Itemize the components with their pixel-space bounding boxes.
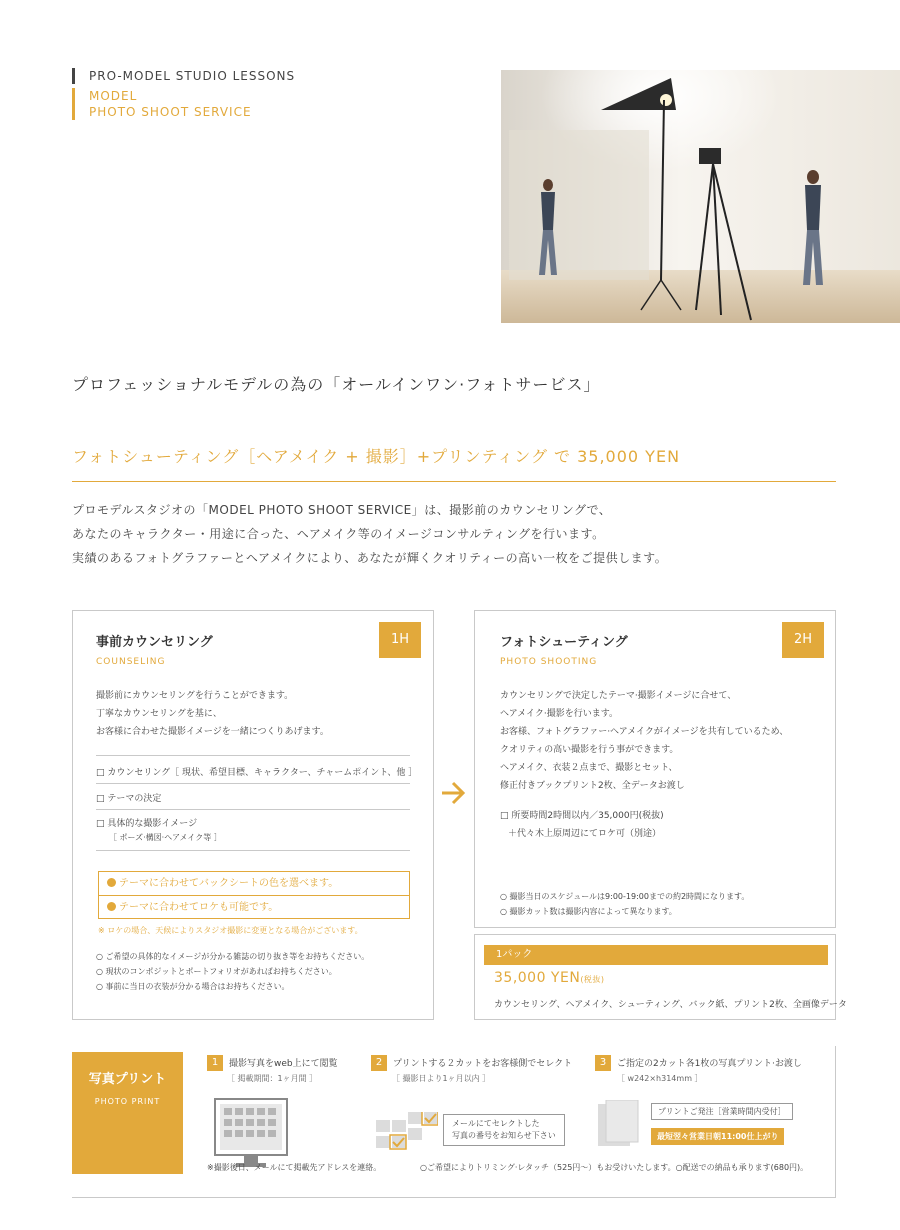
- counseling-subtitle: COUNSELING: [96, 657, 166, 667]
- tagline: プロフェッショナルモデルの為の「オールインワン·フォトサービス」: [72, 375, 601, 394]
- step-text: ご指定の2カット各1枚の写真プリント·お渡し: [617, 1059, 802, 1069]
- right-arrow-icon: [438, 778, 468, 814]
- intro-line: プロモデルスタジオの「MODEL PHOTO SHOOT SERVICE」は、撮影前のカウンセリングで、: [72, 503, 612, 517]
- divider: [72, 481, 836, 482]
- description-line: 丁寧なカウンセリングを基に、: [96, 709, 222, 719]
- description-line: お客様、フォトグラファー·ヘアメイクがイメージを共有しているため、: [500, 727, 789, 737]
- brand-line-primary: PRO-MODEL STUDIO LESSONS: [72, 68, 295, 84]
- divider: [96, 783, 410, 784]
- intro-line: 実績のあるフォトグラファーとヘアメイクにより、あなたが輝くクオリティーの高い一枚をご提供します。: [72, 551, 668, 565]
- counseling-description: [96, 687, 329, 741]
- shooting-card: [474, 610, 836, 928]
- checklist-item: □ テーマの決定: [96, 794, 162, 804]
- speech-bubble: [443, 1114, 565, 1146]
- price-tax-label: (税抜): [580, 975, 605, 984]
- shooting-notes: [500, 889, 749, 919]
- note-line: ○ 現状のコンポジットとポートフォリオがあればお持ちください。: [96, 967, 337, 976]
- description-line: ヘアメイク、衣装２点まで、撮影とセット、: [500, 763, 678, 773]
- checkbox-grid-icon: [376, 1112, 438, 1154]
- print-step-1: [207, 1052, 338, 1071]
- step-subtext: ［ 撮影日より1ヶ月以内 ］: [392, 1074, 491, 1083]
- checklist-item: □ 具体的な撮影イメージ: [96, 819, 198, 829]
- description-line: ヘアメイク·撮影を行います。: [500, 709, 618, 719]
- step-number: 2: [371, 1055, 387, 1071]
- highlight-item: [99, 895, 409, 918]
- photo-print-label: [72, 1052, 183, 1174]
- print-note: ※撮影後日、メールにて掲載先アドレスを連絡。: [207, 1163, 382, 1172]
- print-sheets-icon: [598, 1100, 640, 1152]
- price-amount: 35,000 YEN: [494, 970, 581, 986]
- speech-line: 写真の番号をお知らせ下さい: [452, 1131, 556, 1140]
- duration-badge: 2H: [782, 622, 824, 658]
- divider: [96, 809, 410, 810]
- note-line: ○ 事前に当日の衣装が分かる場合はお持ちください。: [96, 982, 290, 991]
- highlight-item: [99, 872, 409, 895]
- print-step-2: [371, 1052, 572, 1071]
- checklist-subitem: ＋代々木上原周辺にてロケ可（別途）: [508, 829, 662, 839]
- bullet-dot-icon: [107, 902, 116, 911]
- print-note: ○ご希望によりトリミング·レタッチ（525円〜）もお受けいたします。○配送での納品も承ります(680円)。: [420, 1163, 809, 1172]
- location-note: ※ ロケの場合、天候によりスタジオ撮影に変更となる場合がございます。: [98, 926, 363, 935]
- step-number: 1: [207, 1055, 223, 1071]
- checklist-subitem: ［ ポーズ·構図·ヘアメイク等 ］: [109, 833, 222, 842]
- duration-badge: 1H: [379, 622, 421, 658]
- deadline-tag: 最短翌々営業日朝11:00仕上がり: [651, 1128, 784, 1145]
- shooting-checklist: [500, 807, 664, 843]
- brand-line-secondary: [72, 88, 252, 120]
- description-line: 撮影前にカウンセリングを行うことができます。: [96, 691, 294, 701]
- studio-photo: [501, 70, 900, 323]
- intro-text: [72, 498, 852, 570]
- description-line: お客様に合わせた撮影イメージを一緒につくりあげます。: [96, 727, 329, 737]
- photo-print-title: 写真プリント: [88, 1072, 167, 1087]
- shooting-subtitle: PHOTO SHOOTING: [500, 657, 598, 667]
- price-value: [494, 970, 605, 986]
- counseling-title: 事前カウンセリング: [96, 635, 213, 650]
- photo-print-subtitle: PHOTO PRINT: [94, 1097, 161, 1106]
- price-headline: フォトシューティング［ヘアメイク + 撮影］+プリンティング で 35,000 YEN: [72, 447, 681, 466]
- brand-service-label: PHOTO SHOOT SERVICE: [89, 105, 252, 119]
- description-line: クオリティの高い撮影を行う事ができます。: [500, 745, 679, 755]
- step-subtext: ［ 掲載期間：1ヶ月間 ］: [227, 1074, 318, 1083]
- note-line: ○ 撮影当日のスケジュールは9:00-19:00までの約2時間になります。: [500, 892, 750, 901]
- bullet-dot-icon: [107, 878, 116, 887]
- counseling-card: [72, 610, 434, 1020]
- intro-line: あなたのキャラクター・用途に合った、ヘアメイク等のイメージコンサルティングを行います。: [72, 527, 605, 541]
- divider: [96, 850, 410, 851]
- description-line: カウンセリングで決定したテーマ·撮影イメージに合せて、: [500, 691, 737, 701]
- divider: [96, 755, 410, 756]
- step-subtext: ［ w242×h314mm ］: [617, 1074, 703, 1083]
- step-text: 撮影写真をweb上にて閲覧: [229, 1059, 338, 1069]
- price-includes: カウンセリング、ヘアメイク、シューティング、バック紙、プリント2枚、全画像データ: [494, 1000, 847, 1010]
- step-number: 3: [595, 1055, 611, 1071]
- highlight-box: [98, 871, 410, 919]
- highlight-text: テーマに合わせてバックシートの色を選べます。: [119, 878, 339, 889]
- description-line: 修正付きブックプリント2枚、全データお渡し: [500, 781, 685, 791]
- note-line: ○ ご希望の具体的なイメージが分かる雑誌の切り抜き等をお持ちください。: [96, 952, 370, 961]
- shooting-title: フォトシューティング: [500, 635, 628, 650]
- counseling-notes: [96, 949, 369, 994]
- print-step-3: [595, 1052, 802, 1071]
- price-box: [474, 934, 847, 1020]
- brand-model-label: MODEL: [89, 89, 138, 103]
- highlight-text: テーマに合わせてロケも可能です。: [119, 902, 279, 913]
- pack-label: 1パック: [484, 945, 828, 965]
- note-line: ○ 撮影カット数は撮影内容によって異なります。: [500, 907, 677, 916]
- checklist-item: □ カウンセリング［ 現状、希望目標、キャラクター、チャームポイント、他 ］: [96, 768, 418, 778]
- order-tag: プリントご発注［営業時間内受付］: [651, 1103, 793, 1120]
- checklist-item: □ 所要時間2時間以内／35,000円(税抜): [500, 811, 664, 821]
- speech-line: メールにてセレクトした: [452, 1119, 540, 1128]
- step-text: プリントする２カットをお客様側でセレクト: [393, 1059, 573, 1069]
- shooting-description: [500, 687, 788, 795]
